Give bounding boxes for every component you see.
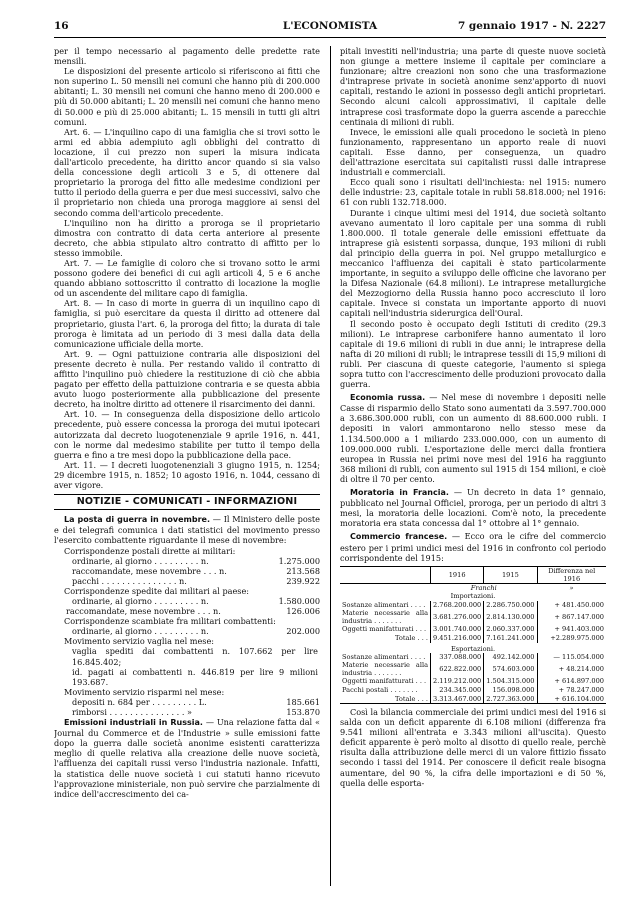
table-row: Sostanze alimentari . . . . 2.768.200.000 2.286.750.000 + 481.450.000: [342, 600, 604, 609]
table-row: [340, 643, 606, 653]
page-number: 16: [54, 20, 69, 32]
imp-title: Importazioni.: [450, 592, 496, 601]
posta-row: id. pagati ai combattenti n. 446.819 per lire 9 milioni 193.687.: [72, 666, 318, 687]
table-row: Oggetti manifatturati . . . 2.119.212.000 1.504.315.000 + 614.897.000: [342, 677, 604, 686]
posta-row: vaglia spediti dai combattenti n. 107.662 per lire 16.845.402;: [72, 646, 318, 667]
posta-intro: — Il Ministero delle poste e dei telegrafi comunica i dati statistici del movimento presso l'esercito combattente riguardante il mese di novembre:: [54, 514, 320, 546]
moratoria-paragraph: [340, 487, 606, 528]
trade-table: [340, 566, 606, 704]
paragraph: Invece, le emissioni alle quali procedono le società in pieno funzionamento, rappresentano un apporto reale di nuovi capitali. Esse danno, per conseguenza, un quadro dell'attrazione esercitata sui capitalisti russi dalle intraprese industriali e commerciali.: [340, 126, 606, 178]
column-divider: [330, 46, 331, 886]
paragraph: pitali investiti nell'industria; una parte di queste nuove società non giunge a mettere insieme il capitale per cominciare a funzionare; altre creazioni non sono che una trasformazione d'intraprese private in società anonime senz'apporto di nuovi capitali, restando le azioni in possesso degli antichi proprietari. Secondo alcuni calcoli approssimativi, il capitale delle intraprese così trasformate dopo la guerra ascende a parecchie centinaia di milioni di rubli.: [340, 46, 606, 127]
total-row: Totale . . . 9.451.216.000 7.161.241.000 +2.289.975.000: [394, 634, 604, 643]
paragraph: Art. 6. — L'inquilino capo di una famiglia che si trovi sotto le armi ed abbia adempiuto agli obblighi del contratto di locazione, il cui prezzo non superi la misura indicata dall'articolo precedente, ha diritto ancor quando si sia valso della concessione degli articoli 3 e 5, di ottenere dal proprietario la proroga del fitto alle medesime condizioni per tutto il periodo della guerra e per due mesi successivi, salvo che il proprietario non chieda una proroga maggiore ai sensi del secondo comma dell'articolo precedente.: [54, 126, 320, 218]
paragraph: Ecco quali sono i risultati dell'inchiesta: nel 1915: numero delle industrie: 23, capitale totale in rubli 58.818.000; nel 1916: 61 con rubli 132.718.000.: [340, 177, 606, 208]
col-1916: 1916: [431, 566, 484, 583]
moratoria-text: — Un decreto in data 1° gennaio, pubblicato nel Journal Officiel, proroga, per un periodo di altri 3 mesi, la moratoria delle locazioni. Com'è noto, la precedente moratoria era stata concessa dal 1° ottobre al 1° gennaio.: [340, 487, 606, 529]
exp-title: Esportazioni.: [450, 644, 496, 653]
paragraph: Il secondo posto è occupato degli Istituti di credito (29.3 milioni). Le intraprese carbonifere hanno aumentato il loro capitale di 19.6 milioni di rubli in due anni; le intraprese della nafta di 20 milioni di rubli; le intraprese tessili di 15,9 milioni di rubli. Per ciascuna di queste categorie, l'aumento si spiega sopra tutto con l'accrescimento delle produzioni provocato dalla guerra.: [340, 318, 606, 390]
emissioni-paragraph: [54, 717, 320, 799]
russa-heading: Economia russa.: [350, 393, 426, 403]
posta-row: depositi n. 684 per . . . . . . . . . L. 185.661: [72, 696, 320, 707]
page-header: [54, 20, 606, 36]
section-title: NOTIZIE - COMUNICATI - INFORMAZIONI: [54, 494, 320, 510]
page: [54, 20, 606, 890]
columns: [54, 46, 606, 890]
commercio-heading: Commercio francese.: [350, 532, 448, 542]
col-1915: 1915: [484, 566, 537, 583]
right-column: [340, 46, 606, 886]
posta-row: ordinarie, al giorno . . . . . . . . . n. 1.580.000: [72, 595, 320, 606]
posta-heading: La posta di guerra in novembre.: [64, 515, 210, 525]
table-row: Oggetti manifatturati . . . 3.001.740.000 2.060.337.000 + 941.403.000: [342, 625, 604, 634]
paragraph: Art. 10. — In conseguenza della disposizione dello articolo precedente, può essere concessa la proroga dei mutui ipotecari autorizzata dal decreto luogotenenziale 9 aprile 1916, n. 441, con le norme dal medesimo stabilite per tutto il tempo della guerra e fino a tre mesi dopo la pubblicazione della pace.: [54, 409, 320, 460]
col-diff: Differenza nel 1916: [537, 566, 606, 583]
table-row: Pacchi postali . . . . . . . 234.345.000 156.098.000 + 78.247.000: [342, 685, 604, 694]
posta-row: raccomandate, mese novembre . . . n. 213.568: [72, 565, 320, 576]
posta-row: Movimento servizio risparmi nel mese:: [64, 686, 225, 697]
posta-row: Corrispondenze spedite dai militari al paese:: [64, 585, 250, 596]
paragraph: Art. 7. — Le famiglie di coloro che si trovano sotto le armi possono godere dei benefici di cui agli articoli 4, 5 e 6 anche quando abbiano sottoscritto il contratto di locazione la moglie od un ascendente del militare capo di famiglia.: [54, 257, 320, 299]
table-header-row: [340, 566, 606, 583]
issue-date: 7 gennaio 1917 - N. 2227: [457, 20, 606, 32]
posta-row: raccomandate, mese novembre . . . n. 126.006: [66, 606, 320, 617]
header-rule: [54, 37, 606, 38]
posta-row: Corrispondenze scambiate fra militari combattenti:: [64, 616, 276, 627]
commercio-text: — Ecco ora le cifre del commercio estero per i primi undici mesi del 1916 in confronto col periodo corrispondente del 1915:: [340, 531, 606, 563]
russa-paragraph: [340, 392, 606, 484]
table-row: Materie necessarie alla industria . . . . . . . 622.822.000 574.603.000 + 48.214.000: [342, 660, 604, 678]
paragraph: Così la bilancia commerciale dei primi undici mesi del 1916 si salda con un deficit apparente di 6.108 milioni (differenza fra 9.541 milioni all'entrata e 3.343 milioni all'uscita). Questo deficit apparente è però molto al disotto di quello reale, perchè risulta dalla attribuzione delle merci di un valore fittizio fissato secondo i tassi del 1914. Per conoscere il deficit reale bisogna aumentare, del 90 %, la cifra delle importazioni e di 50 %, quella delle esporta-: [340, 706, 606, 788]
commercio-paragraph: [340, 531, 606, 562]
table-row: Sostanze alimentari . . . . 337.088.000 492.142.000 — 115.054.000: [342, 652, 604, 661]
paragraph: Durante i cinque ultimi mesi del 1914, due società soltanto avevano aumentato il loro capitale per una somma di rubli 1.800.000. Il totale generale delle emissioni effettuate da intraprese già esistenti sorpassa, dunque, 193 milioni di rubli dal principio della guerra in poi. Nel gruppo metallurgico e meccanico l'affluenza dei capitali è stato particolarmente importante, in seguito a sviluppo delle officine che lavorano per la Difesa Nazionale (64.8 milioni). Le intraprese metallurgiche del Mezzogiorno della Russia hanno poco accresciuto il loro capitale. Invece si constata un importante apporto di nuovi capitali nell'industria siderurgica dell'Oural.: [340, 207, 606, 319]
table-row: Materie necessarie alla industria . . . . . . . 3.681.276.000 2.814.130.000 + 867.147.000: [342, 608, 604, 625]
unit-row: Franchi »: [340, 584, 606, 593]
posta-row: ordinarie, al giorno . . . . . . . . . n. 1.275.000: [72, 555, 320, 566]
posta-row: Corrispondenze postali dirette ai militari:: [64, 545, 236, 556]
russa-text: — Nel mese di novembre i depositi nelle Casse di risparmio dello Stato sono aumentati da 3.597.700.000 a 3.686.300.000 rubli, con un aumento di 88.600.000 rubli. I depositi in valori ammontarono nello stesso mese da 1.134.500.000 a 1 miliardo 233.000.000, con un aumento di 109.000.000 rubli. L'esportazione delle merci dalla frontiera europea in Russia nei primi nove mesi del 1916 ha raggiunto 368 milioni di rubli, con aumento sul 1915 di 154 milioni, e cioè di oltre il 70 per cento.: [340, 392, 606, 484]
posta-row: rimborsi . . . . . . . . . . . . . . . » 153.870: [72, 707, 320, 717]
moratoria-heading: Moratoria in Francia.: [350, 488, 449, 498]
paragraph: Art. 11. — I decreti luogotenenziali 3 giugno 1915, n. 1254; 29 dicembre 1915, n. 1852; 10 agosto 1916, n. 1044, cessano di aver vigore.: [54, 459, 320, 491]
journal-title: L'ECONOMISTA: [282, 20, 378, 32]
unit-label: Franchi: [470, 584, 497, 593]
left-column: [54, 46, 320, 886]
table-row: [340, 592, 606, 600]
posta-row: pacchi . . . . . . . . . . . . . . . n. 239.922: [72, 575, 320, 586]
paragraph: Art. 8. — In caso di morte in guerra di un inquilino capo di famiglia, si può esercitare da questa il diritto ad ottenere dal proprietario, giusta l'art. 6, la proroga del fitto; la durata di tale proroga è limitata ad un periodo di 3 mesi dalla data della comunicazione ufficiale della morte.: [54, 298, 320, 349]
paragraph: L'inquilino non ha diritto a proroga se il proprietario dimostra con contratto di data certa anteriore al presente decreto, che abbia stipulato altro contratto di affitto per lo stesso immobile.: [54, 217, 320, 258]
posta-row: ordinarie, al giorno . . . . . . . . . n. 202.000: [72, 626, 320, 637]
paragraph: Art. 9. — Ogni pattuizione contraria alle disposizioni del presente decreto è nulla. Per restando valido il contratto di affitto l'inquilino può chiedere la restituzione di ciò che abbia pagato per effetto della pattuizione contraria e se questa abbia avuto luogo posteriormente alla pubblicazione del presente decreto, ha inoltre diritto ad ottenere il risarcimento dei danni.: [54, 348, 320, 410]
posta-paragraph: [54, 514, 320, 545]
paragraph: per il tempo necessario al pagamento delle predette rate mensili.: [54, 46, 320, 67]
emissioni-text: — Una relazione fatta dal « Journal du Commerce et de l'Industrie » sulle emissioni fatte dopo la guerra dalle società anonime esistenti caratterizza meglio di quelle relativa alla creazione delle nuove società, l'affluenza dei capitali russi verso l'industria nazionale. Infatti, la statistica delle nuove società i cui statuti hanno ricevuto l'approvazione ministeriale, non può servire che parzialmente di indice dell'accrescimento dei ca-: [54, 717, 320, 799]
emissioni-heading: Emissioni industriali in Russia.: [64, 718, 203, 728]
paragraph: Le disposizioni del presente articolo si riferiscono ai fitti che non superino L. 50 mensili nei comuni che hanno più di 200.000 abitanti; L. 30 mensili nei comuni che hanno meno di 200.000 e più di 50.000 abitanti; L. 20 mensili nei comuni che hanno meno di 50.000 e più di 25.000 abitanti; L. 15 mensili in tutti gli altri comuni.: [54, 66, 320, 127]
total-row: Totale . . . 3.313.467.000 2.727.363.000 + 616.104.000: [340, 694, 606, 704]
posta-row: Movimento servizio vaglia nel mese:: [64, 636, 214, 647]
posta-list: [54, 546, 320, 718]
